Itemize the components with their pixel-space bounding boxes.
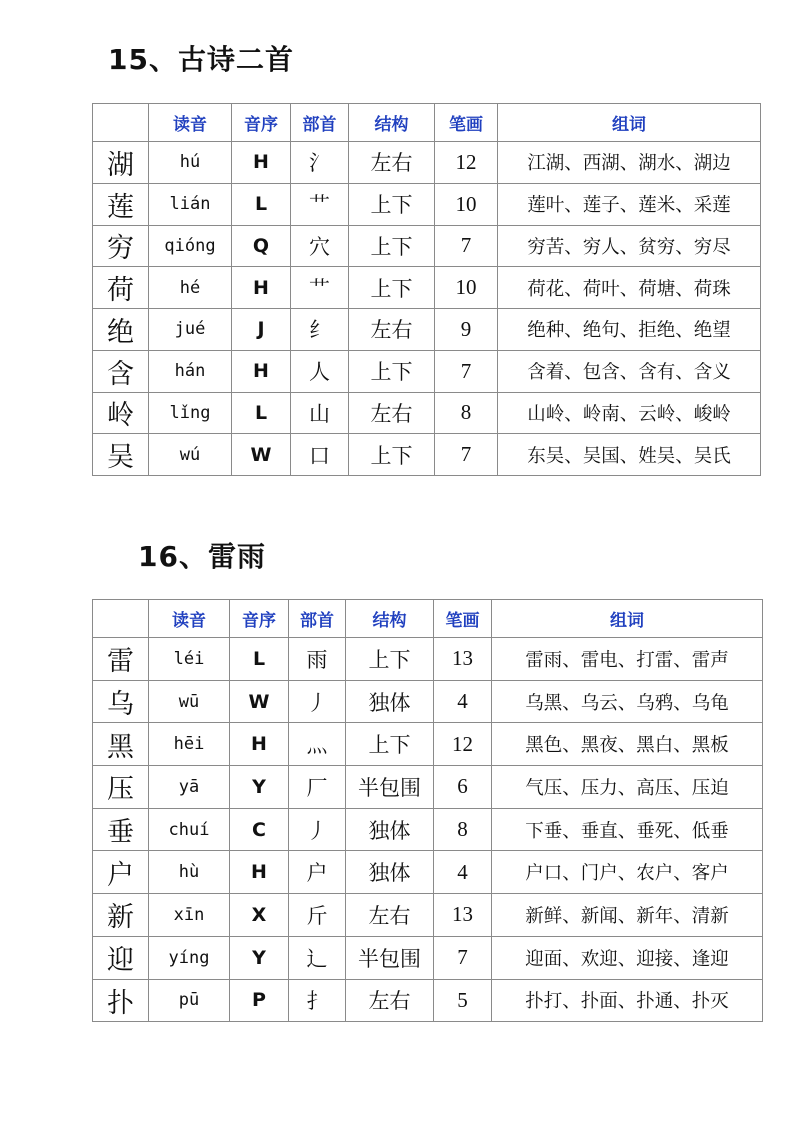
cell-words: 江湖、西湖、湖水、湖边	[498, 142, 761, 184]
cell-pinyin: chuí	[149, 808, 230, 851]
cell-words: 穷苦、穷人、贫穷、穷尽	[498, 225, 761, 267]
cell-strokes: 7	[435, 350, 498, 392]
cell-strokes: 7	[435, 434, 498, 476]
cell-strokes: 10	[435, 183, 498, 225]
cell-radical: 灬	[289, 723, 346, 766]
cell-strokes: 6	[434, 766, 492, 809]
cell-pinyin: léi	[149, 638, 230, 681]
cell-pinyin: hù	[149, 851, 230, 894]
cell-words: 下垂、垂直、垂死、低垂	[492, 808, 763, 851]
cell-strokes: 8	[435, 392, 498, 434]
cell-structure: 左右	[349, 392, 435, 434]
cell-character: 黑	[93, 723, 149, 766]
cell-character: 迎	[93, 936, 149, 979]
table-row	[93, 638, 763, 681]
cell-pinyin: jué	[149, 309, 232, 351]
cell-strokes: 10	[435, 267, 498, 309]
cell-structure: 左右	[349, 142, 435, 184]
cell-character: 户	[93, 851, 149, 894]
cell-order-letter: Q	[232, 225, 291, 267]
cell-words: 山岭、岭南、云岭、峻岭	[498, 392, 761, 434]
table-header-row	[93, 600, 763, 638]
cell-radical: 厂	[289, 766, 346, 809]
cell-words: 黑色、黑夜、黑白、黑板	[492, 723, 763, 766]
cell-strokes: 13	[434, 894, 492, 937]
cell-character: 垂	[93, 808, 149, 851]
table-row	[93, 183, 761, 225]
cell-order-letter: Y	[230, 766, 289, 809]
table-row	[93, 894, 763, 937]
cell-structure: 上下	[349, 183, 435, 225]
cell-radical: 山	[291, 392, 349, 434]
cell-pinyin: pū	[149, 979, 230, 1022]
table-row	[93, 309, 761, 351]
header-order: 音序	[230, 600, 289, 638]
cell-radical: 斤	[289, 894, 346, 937]
cell-order-letter: H	[230, 723, 289, 766]
cell-pinyin: wú	[149, 434, 232, 476]
cell-strokes: 8	[434, 808, 492, 851]
header-structure: 结构	[349, 104, 435, 142]
cell-words: 雷雨、雷电、打雷、雷声	[492, 638, 763, 681]
section-title-15: 15、古诗二首	[108, 43, 294, 76]
header-order: 音序	[232, 104, 291, 142]
cell-order-letter: H	[232, 142, 291, 184]
header-strokes: 笔画	[434, 600, 492, 638]
table-row	[93, 142, 761, 184]
cell-order-letter: P	[230, 979, 289, 1022]
cell-pinyin: yā	[149, 766, 230, 809]
cell-radical: 艹	[291, 183, 349, 225]
cell-strokes: 13	[434, 638, 492, 681]
cell-character: 压	[93, 766, 149, 809]
cell-strokes: 9	[435, 309, 498, 351]
cell-structure: 上下	[349, 350, 435, 392]
cell-strokes: 7	[434, 936, 492, 979]
header-structure: 结构	[346, 600, 434, 638]
cell-radical: 艹	[291, 267, 349, 309]
header-radical: 部首	[291, 104, 349, 142]
character-table-15	[92, 103, 761, 476]
cell-pinyin: hán	[149, 350, 232, 392]
cell-structure: 独体	[346, 851, 434, 894]
cell-order-letter: L	[232, 183, 291, 225]
cell-words: 迎面、欢迎、迎接、逢迎	[492, 936, 763, 979]
cell-order-letter: H	[232, 267, 291, 309]
cell-radical: 丿	[289, 808, 346, 851]
cell-structure: 上下	[349, 225, 435, 267]
header-words: 组词	[492, 600, 763, 638]
cell-character: 荷	[93, 267, 149, 309]
section-title-16: 16、雷雨	[138, 540, 266, 573]
cell-strokes: 4	[434, 680, 492, 723]
cell-structure: 独体	[346, 808, 434, 851]
cell-pinyin: yíng	[149, 936, 230, 979]
cell-pinyin: qióng	[149, 225, 232, 267]
cell-structure: 左右	[346, 894, 434, 937]
cell-words: 乌黑、乌云、乌鸦、乌龟	[492, 680, 763, 723]
cell-character: 含	[93, 350, 149, 392]
cell-order-letter: L	[230, 638, 289, 681]
header-char	[93, 600, 149, 638]
header-radical: 部首	[289, 600, 346, 638]
cell-character: 吴	[93, 434, 149, 476]
cell-radical: 口	[291, 434, 349, 476]
table-row	[93, 434, 761, 476]
cell-pinyin: lǐng	[149, 392, 232, 434]
cell-character: 乌	[93, 680, 149, 723]
table-row	[93, 936, 763, 979]
cell-radical: 辶	[289, 936, 346, 979]
cell-character: 穷	[93, 225, 149, 267]
table-row	[93, 979, 763, 1022]
cell-strokes: 12	[434, 723, 492, 766]
cell-structure: 左右	[346, 979, 434, 1022]
cell-pinyin: hēi	[149, 723, 230, 766]
cell-order-letter: J	[232, 309, 291, 351]
cell-character: 雷	[93, 638, 149, 681]
table-row	[93, 680, 763, 723]
character-table-16	[92, 599, 763, 1022]
cell-words: 绝种、绝句、拒绝、绝望	[498, 309, 761, 351]
cell-character: 新	[93, 894, 149, 937]
cell-order-letter: H	[232, 350, 291, 392]
cell-character: 岭	[93, 392, 149, 434]
cell-words: 含着、包含、含有、含义	[498, 350, 761, 392]
table-row	[93, 225, 761, 267]
cell-structure: 上下	[346, 638, 434, 681]
cell-order-letter: H	[230, 851, 289, 894]
cell-words: 新鲜、新闻、新年、清新	[492, 894, 763, 937]
cell-order-letter: L	[232, 392, 291, 434]
cell-order-letter: W	[232, 434, 291, 476]
cell-radical: 氵	[291, 142, 349, 184]
cell-pinyin: xīn	[149, 894, 230, 937]
cell-radical: 丿	[289, 680, 346, 723]
cell-words: 荷花、荷叶、荷塘、荷珠	[498, 267, 761, 309]
cell-radical: 雨	[289, 638, 346, 681]
cell-strokes: 4	[434, 851, 492, 894]
header-char	[93, 104, 149, 142]
cell-character: 湖	[93, 142, 149, 184]
cell-pinyin: hú	[149, 142, 232, 184]
header-pinyin: 读音	[149, 600, 230, 638]
cell-radical: 户	[289, 851, 346, 894]
table-body	[93, 142, 761, 476]
cell-words: 扑打、扑面、扑通、扑灭	[492, 979, 763, 1022]
table-row	[93, 808, 763, 851]
table-body	[93, 638, 763, 1022]
cell-structure: 半包围	[346, 936, 434, 979]
cell-words: 东吴、吴国、姓吴、吴氏	[498, 434, 761, 476]
cell-structure: 独体	[346, 680, 434, 723]
header-strokes: 笔画	[435, 104, 498, 142]
header-pinyin: 读音	[149, 104, 232, 142]
cell-character: 莲	[93, 183, 149, 225]
cell-pinyin: wū	[149, 680, 230, 723]
cell-radical: 人	[291, 350, 349, 392]
cell-structure: 左右	[349, 309, 435, 351]
cell-words: 气压、压力、高压、压迫	[492, 766, 763, 809]
cell-structure: 上下	[346, 723, 434, 766]
cell-pinyin: lián	[149, 183, 232, 225]
cell-order-letter: W	[230, 680, 289, 723]
cell-structure: 上下	[349, 434, 435, 476]
cell-structure: 半包围	[346, 766, 434, 809]
cell-order-letter: X	[230, 894, 289, 937]
cell-strokes: 5	[434, 979, 492, 1022]
table-row	[93, 766, 763, 809]
cell-character: 绝	[93, 309, 149, 351]
cell-radical: 纟	[291, 309, 349, 351]
table-row	[93, 392, 761, 434]
cell-strokes: 12	[435, 142, 498, 184]
cell-strokes: 7	[435, 225, 498, 267]
cell-words: 莲叶、莲子、莲米、采莲	[498, 183, 761, 225]
table-row	[93, 267, 761, 309]
cell-order-letter: C	[230, 808, 289, 851]
cell-character: 扑	[93, 979, 149, 1022]
table-row	[93, 723, 763, 766]
cell-words: 户口、门户、农户、客户	[492, 851, 763, 894]
cell-radical: 扌	[289, 979, 346, 1022]
header-words: 组词	[498, 104, 761, 142]
cell-radical: 穴	[291, 225, 349, 267]
cell-order-letter: Y	[230, 936, 289, 979]
table-row	[93, 851, 763, 894]
cell-structure: 上下	[349, 267, 435, 309]
cell-pinyin: hé	[149, 267, 232, 309]
table-header-row	[93, 104, 761, 142]
table-row	[93, 350, 761, 392]
